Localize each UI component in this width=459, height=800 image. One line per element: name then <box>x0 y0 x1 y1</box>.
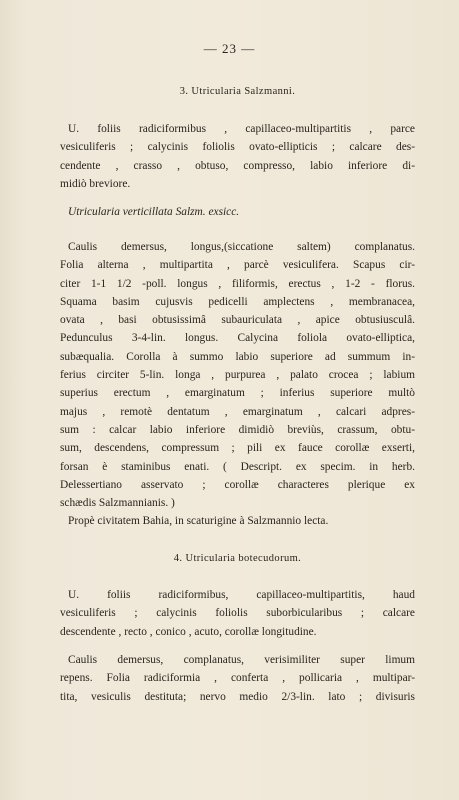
section-3-title: 3. Utricularia Salzmanni. <box>179 86 296 97</box>
description-line: tita, vesiculis destituta; nervo medio 2/3-lin. lato ; divisuris <box>60 690 415 703</box>
description-line: sum, descendens, compressum ; pili ex fauce corollæ exserti, <box>60 442 415 455</box>
section-4-diagnosis <box>60 586 415 641</box>
description-line: subæqualia. Corolla à summo labio superiore ad summum in- <box>60 350 415 363</box>
diagnosis-line: descendente , recto , conico , acuto, corollæ longitudine. <box>60 625 317 638</box>
description-line: Pedunculus 3-4-lin. longus. Calycina foliola ovato-elliptica, <box>60 332 415 345</box>
description-line: Caulis demersus, longus,(siccatione saltem) complanatus. <box>68 241 415 253</box>
description-line: ferius circiter 5-lin. longa , purpurea , palato crocea ; labium <box>60 369 415 382</box>
section-3-locality: Propè civitatem Bahia, in scaturigine à Salzmannio lecta. <box>68 515 329 527</box>
description-line: Delessertiano asservato ; corollæ characteres plerique ex <box>60 478 415 491</box>
section-3-synonym: Utricularia verticillata Salzm. exsicc. <box>68 206 240 218</box>
description-line: superius erectum , emarginatum ; inferius superiore multò <box>60 387 415 400</box>
description-line: sum : calcar labio inferiore dimidiò breviùs, crassum, obtu- <box>60 423 415 436</box>
description-line: ovata , basi obtusissimâ subauriculata , apice obtusiusculâ. <box>60 314 415 327</box>
description-line: Squama basim cujusvis pedicelli amplectens , membranacea, <box>60 295 415 308</box>
diagnosis-line: U. foliis radiciformibus , capillaceo-multipartitis , parce <box>68 123 415 135</box>
description-line: majus , remotè dentatum , emarginatum , calcari adpres- <box>60 405 415 418</box>
description-line: Caulis demersus, complanatus, verisimiliter super limum <box>68 654 415 666</box>
description-line: citer 1-1 1/2 -poll. longus , filiformis, erectus , 1-2 - florus. <box>60 277 415 290</box>
section-3-description <box>60 238 415 512</box>
diagnosis-line: vesiculiferis ; calycinis foliolis suborbicularibus ; calcare <box>60 607 415 620</box>
description-line: Folia alterna , multipartita , parcè vesiculifera. Scapus cir- <box>60 259 415 272</box>
section-3-diagnosis <box>60 120 415 193</box>
page-number: — 23 — <box>203 41 256 56</box>
diagnosis-line: cendente , crasso , obtuso, compresso, labio inferiore di- <box>60 159 415 172</box>
description-line: repens. Folia radiciformia , conferta , pollicaria , multipar- <box>60 672 415 685</box>
diagnosis-line: vesiculiferis ; calycinis foliolis ovato-ellipticis ; calcare des- <box>60 141 415 154</box>
section-4-title: 4. Utricularia botecudorum. <box>173 553 302 564</box>
section-4-description <box>60 651 415 706</box>
description-line: schædis Salzmannianis. ) <box>60 497 175 510</box>
description-line: forsan è staminibus enati. ( Descript. ex specim. in herb. <box>60 460 415 473</box>
diagnosis-line: U. foliis radiciformibus, capillaceo-multipartitis, haud <box>68 589 415 601</box>
diagnosis-line: midiò breviore. <box>60 177 131 190</box>
